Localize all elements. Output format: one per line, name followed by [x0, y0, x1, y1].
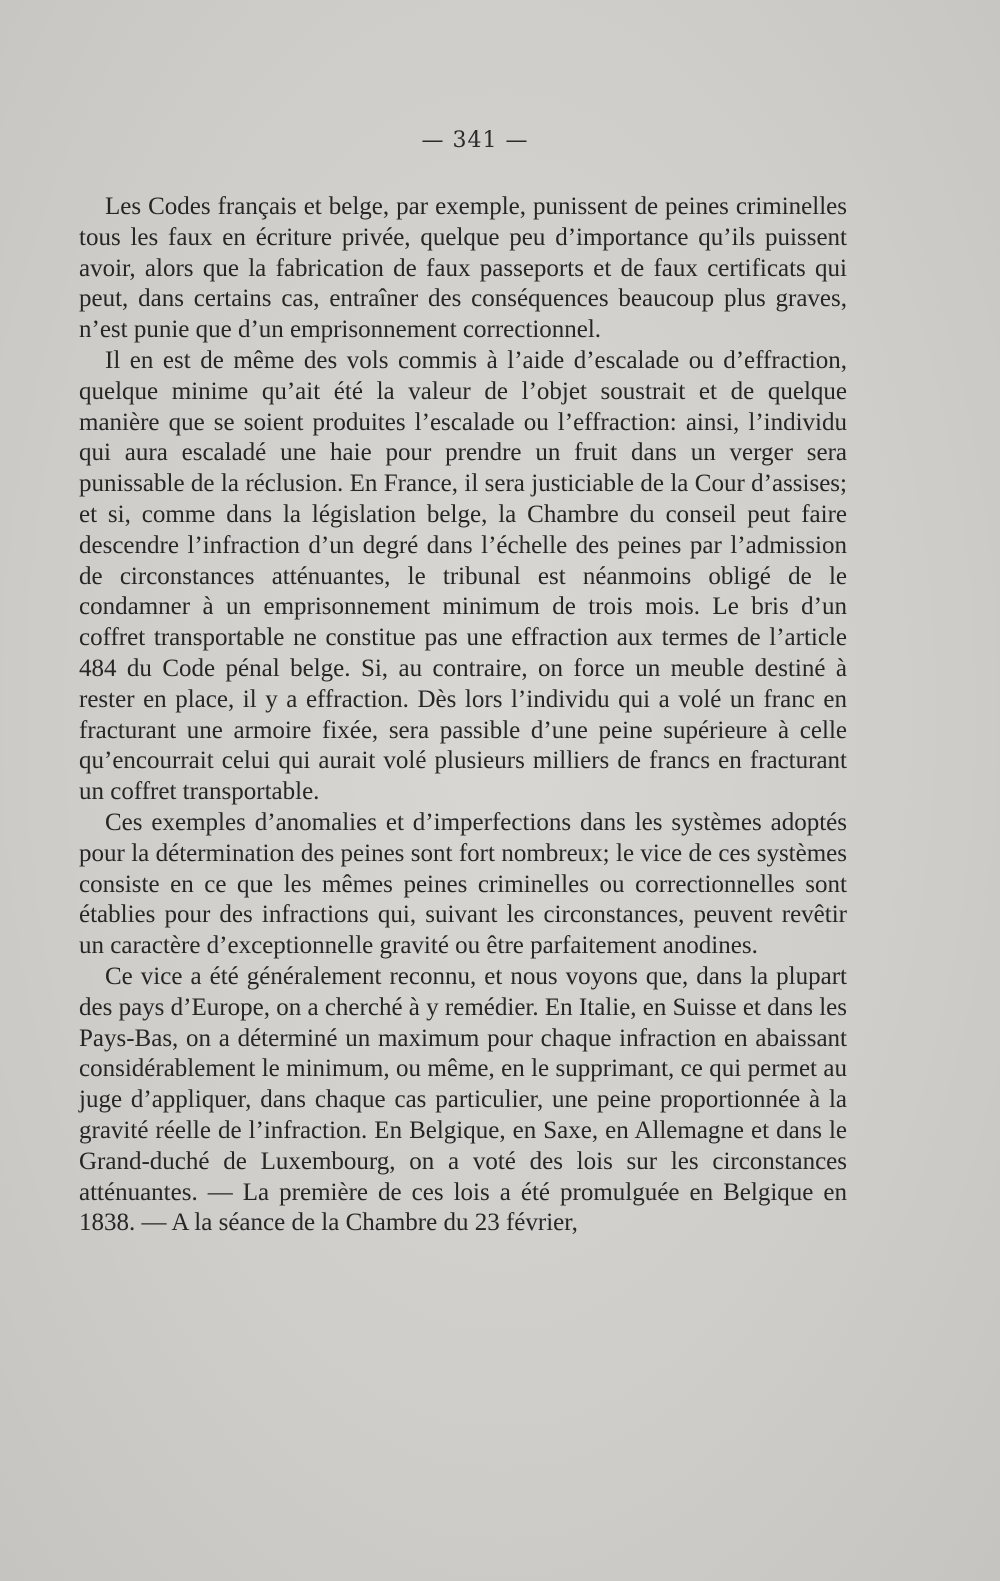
body-text [79, 192, 847, 1239]
paragraph-4: Ce vice a été généralement reconnu, et nous voyons que, dans la plupart des pays d’Europe, on a cherché à y remédier. En Italie, en Suisse et dans les Pays-Bas, on a déterminé un maximum pour chaque infraction en abaissant considérablement le minimum, ou même, en le supprimant, ce qui permet au juge d’appliquer, dans chaque cas particulier, une peine proportionnée à la gravité réelle de l’infraction. En Belgique, en Saxe, en Allemagne et dans le Grand-duché de Luxembourg, on a voté des lois sur les circonstances atténuantes. — La première de ces lois a été promulguée en Belgique en 1838. — A la séance de la Chambre du 23 février, [79, 962, 847, 1237]
page-number: — 341 — [421, 128, 529, 153]
paragraph-1: Les Codes français et belge, par exemple, punissent de peines criminelles tous les faux en écriture privée, quelque peu d’importance qu’ils puissent avoir, alors que la fabrication de faux passeports et de faux certificats qui peut, dans certains cas, entraîner des conséquences beaucoup plus graves, n’est punie que d’un emprisonnement correctionnel. [79, 193, 847, 344]
paragraph-3: Ces exemples d’anomalies et d’imperfections dans les systèmes adoptés pour la détermination des peines sont fort nombreux; le vice de ces systèmes consiste en ce que les mêmes peines criminelles ou correctionnelles sont établies pour des infractions qui, suivant les circonstances, peuvent revêtir un caractère d’exceptionnelle gravité ou être parfaitement anodines. [79, 808, 847, 960]
paragraph-2: Il en est de même des vols commis à l’aide d’escalade ou d’effraction, quelque minime qu’ait été la valeur de l’objet soustrait et de quelque manière que se soient produites l’escalade ou l’effraction: ainsi, l’individu qui aura escaladé une haie pour prendre un fruit dans un verger sera punissable de la réclusion. En France, il sera justiciable de la Cour d’assises; et si, comme dans la législation belge, la Chambre du conseil peut faire descendre l’infraction d’un degré dans l’échelle des peines par l’admission de circonstances atténuantes, le tribunal est néanmoins obligé de le condamner à un emprisonnement minimum de trois mois. Le bris d’un coffret transportable ne constitue pas une effraction aux termes de l’article 484 du Code pénal belge. Si, au contraire, on force un meuble destiné à rester en place, il y a effraction. Dès lors l’individu qui a volé un franc en fracturant une armoire fixée, sera passible d’une peine supérieure à celle qu’encourrait celui qui aurait volé plusieurs milliers de francs en fracturant un coffret transportable. [79, 346, 847, 806]
